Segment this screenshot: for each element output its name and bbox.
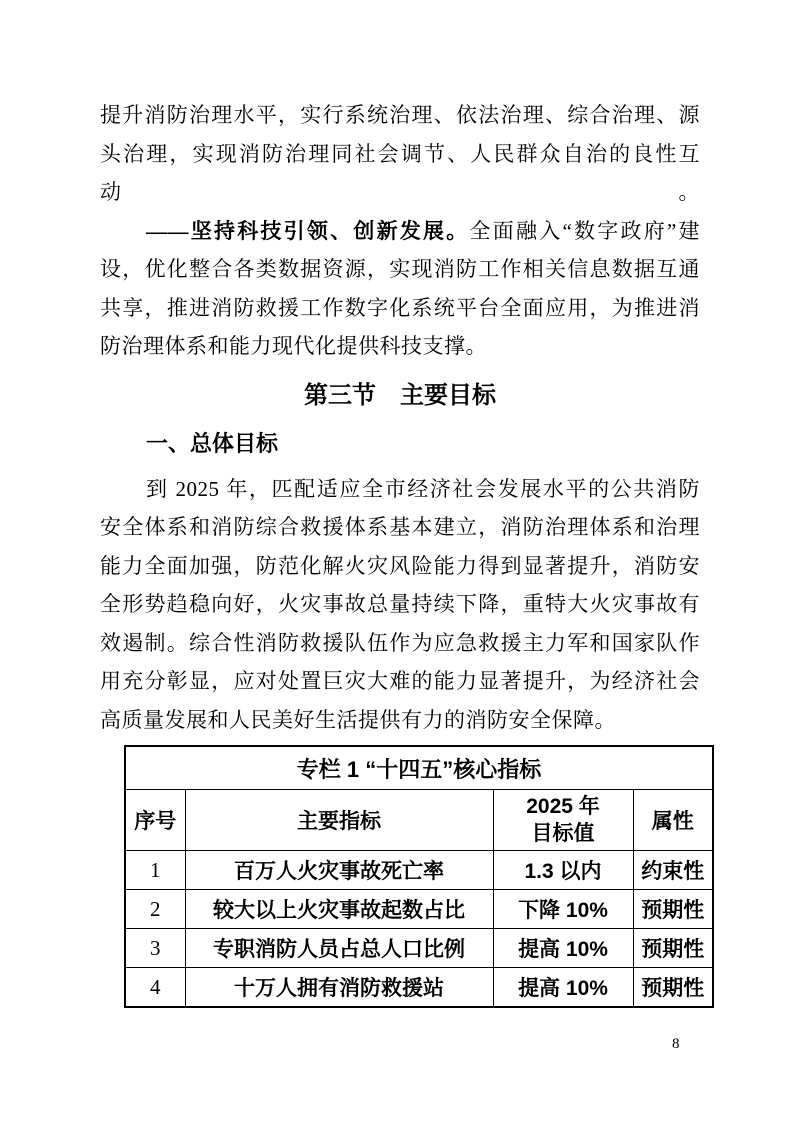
table-title-row <box>125 746 713 790</box>
cell-serial: 3 <box>125 929 185 968</box>
header-target-2025 <box>493 790 633 851</box>
cell-attribute: 预期性 <box>633 929 713 968</box>
cell-target: 1.3 以内 <box>493 851 633 890</box>
header-serial: 序号 <box>125 790 185 851</box>
text-line: 能力全面加强，防范化解火灾风险能力得到显著提升，消防安 <box>100 553 700 578</box>
text-line: 安全体系和消防综合救援体系基本建立，消防治理体系和治理 <box>100 515 700 539</box>
text-run: 全面融入“数字政府”建 <box>469 218 700 243</box>
cell-serial: 4 <box>125 968 185 1008</box>
cell-indicator: 专职消防人员占总人口比例 <box>185 929 493 968</box>
cell-attribute: 约束性 <box>633 851 713 890</box>
table-title: 专栏 1 “十四五”核心指标 <box>125 746 713 790</box>
header-attribute: 属性 <box>633 790 713 851</box>
text-line: 到 2025 年，匹配适应全市经济社会发展水平的公共消防 <box>146 476 700 501</box>
cell-indicator: 百万人火灾事故死亡率 <box>185 851 493 890</box>
text-line: 全形势趋稳向好，火灾事故总量持续下降，重特大火灾事故有 <box>100 592 700 616</box>
table-row <box>125 968 713 1008</box>
text-line: 头治理，实现消防治理同社会调节、人民群众自治的良性互动。 <box>100 141 700 204</box>
text-line: 共享，推进消防救援工作数字化系统平台全面应用，为推进消 <box>100 295 700 320</box>
paragraph-technology <box>100 212 700 366</box>
text-line: 高质量发展和人民美好生活提供有力的消防安全保障。 <box>100 707 616 732</box>
text-line: 用充分彰显，应对处置巨灾大难的能力显著提升，为经济社会 <box>100 669 700 693</box>
text-line: 提升消防治理水平，实行系统治理、依法治理、综合治理、源 <box>100 103 700 127</box>
text-line: 设，优化整合各类数据资源，实现消防工作相关信息数据互通 <box>100 257 700 281</box>
page-number: 8 <box>672 1036 680 1052</box>
table-row <box>125 929 713 968</box>
text-line: 效遏制。综合性消防救援队伍作为应急救援主力军和国家队作 <box>100 630 700 655</box>
header-indicator: 主要指标 <box>185 790 493 851</box>
section-heading: 第三节 主要目标 <box>304 382 496 409</box>
cell-indicator: 十万人拥有消防救援站 <box>185 968 493 1008</box>
cell-serial: 1 <box>125 851 185 890</box>
emphasis-lead: ——坚持科技引领、创新发展。 <box>146 218 470 243</box>
table-row <box>125 890 713 929</box>
core-indicators-table <box>124 745 714 1008</box>
cell-serial: 2 <box>125 890 185 929</box>
header-target-line2: 目标值 <box>531 822 595 845</box>
text-line: 防治理体系和能力现代化提供科技支撑。 <box>100 334 487 358</box>
cell-attribute: 预期性 <box>633 890 713 929</box>
cell-target: 下降 10% <box>493 890 633 929</box>
paragraph-overall-goal <box>100 470 700 740</box>
header-target-line1: 2025 年 <box>526 795 600 818</box>
text-line <box>100 212 700 251</box>
cell-target: 提高 10% <box>493 929 633 968</box>
table-row <box>125 851 713 890</box>
cell-attribute: 预期性 <box>633 968 713 1008</box>
cell-target: 提高 10% <box>493 968 633 1008</box>
table-header-row <box>125 790 713 851</box>
cell-indicator: 较大以上火灾事故起数占比 <box>185 890 493 929</box>
subsection-heading: 一、总体目标 <box>146 430 279 456</box>
paragraph-governance <box>100 96 700 212</box>
